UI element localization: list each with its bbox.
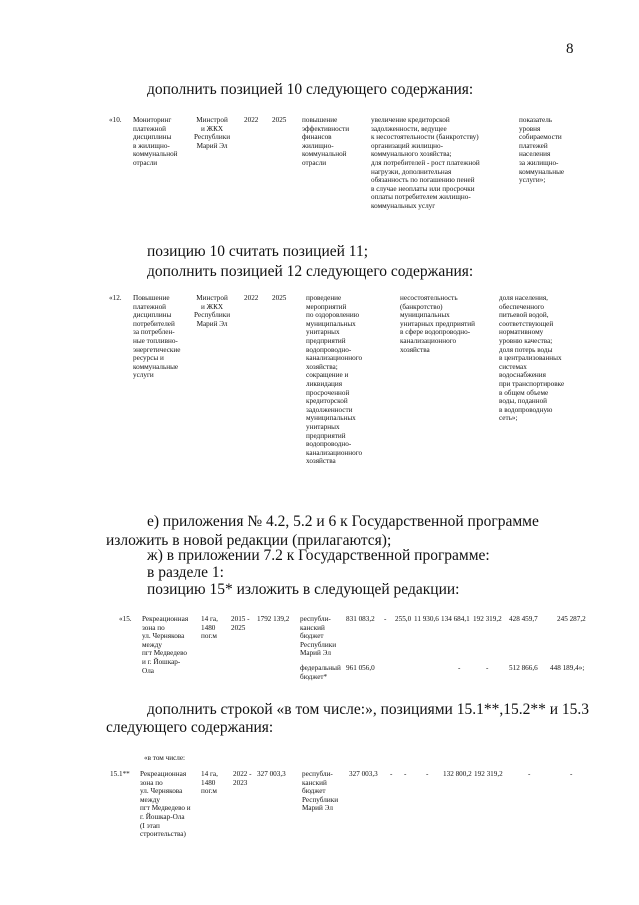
cell-line: нагрузки, дополнительная — [371, 167, 452, 176]
cell-line: канализационного — [400, 336, 457, 345]
cell-line: Повышение — [133, 294, 170, 302]
value: 245 287,2 — [557, 615, 586, 623]
cell-indicators — [499, 294, 564, 423]
text-renumber: позицию 10 считать позицией 11; — [147, 243, 369, 260]
cell-area — [201, 770, 218, 796]
value: 255,0 — [395, 615, 412, 623]
row-number: «15. — [119, 615, 132, 623]
cell-line: 1480 — [201, 623, 216, 632]
cell-line: задолженности, ведущее — [371, 124, 447, 133]
cell-start-year: 2022 — [244, 294, 259, 302]
cell-line: (банкротство) — [400, 302, 443, 311]
cell-line: зона по — [142, 623, 165, 632]
cell-line: системах — [499, 362, 527, 371]
cell-line: в случае неоплаты или просрочки — [371, 184, 475, 193]
cell-line: воды, поданной — [499, 397, 548, 406]
cell-line: обязанность по погашению пеней — [371, 176, 475, 185]
value: - — [528, 770, 531, 778]
value: - — [404, 770, 407, 778]
cell-line: предприятий — [306, 336, 346, 345]
value: 961 056,0 — [346, 664, 375, 672]
cell-line: уровню качества; — [499, 336, 553, 345]
cell-line: и г. Йошкар- — [142, 657, 181, 666]
cell-start-year: 2022 — [244, 116, 259, 124]
page-number: 8 — [566, 41, 574, 57]
value: 428 459,7 — [509, 615, 538, 623]
value: 831 083,2 — [346, 615, 375, 623]
cell-line: канализационного — [306, 448, 363, 457]
value: - — [426, 770, 429, 778]
cell-line: 1480 — [201, 778, 216, 787]
cell-line: собираемости — [519, 133, 562, 142]
cell-line: сеть»; — [499, 414, 518, 423]
cell-line: несостоятельность — [400, 294, 458, 302]
cell-line: отрасли — [302, 158, 327, 167]
value: 11 930,6 — [414, 615, 439, 623]
paragraph-e-line-2: изложить в новой редакции (прилагаются); — [106, 532, 392, 549]
cell-line: 2025 — [231, 623, 246, 632]
cell-line: при транспортировке — [499, 379, 565, 388]
cell-line: коммунальной — [133, 150, 178, 159]
cell-line: коммунальных услуг — [371, 201, 436, 210]
cell-name — [140, 770, 191, 839]
cell-line: хозяйства; — [306, 362, 338, 371]
cell-line: водопроводно- — [306, 440, 352, 449]
value: - — [486, 664, 489, 672]
cell-line: хозяйства — [306, 457, 336, 466]
cell-consequences — [371, 116, 480, 211]
cell-line: проведение — [306, 294, 342, 302]
cell-line: в централизованных — [499, 354, 562, 363]
cell-line: федеральный — [300, 664, 341, 672]
including-label: «в том числе: — [144, 754, 186, 762]
cell-name — [142, 615, 188, 675]
cell-line: отрасли — [133, 158, 158, 167]
heading-position-10: дополнить позицией 10 следующего содержания: — [147, 81, 474, 98]
cell-line: республи- — [300, 615, 331, 623]
paragraph-e-line-1: е) приложения № 4.2, 5.2 и 6 к Государственной программе — [147, 513, 539, 530]
value: 134 684,1 — [441, 615, 470, 623]
cell-line: в общем объеме — [499, 388, 549, 397]
paragraph-zh-line-3: позицию 15* изложить в следующей редакции: — [147, 581, 460, 598]
cell-line: г. Йошкар-Ола — [140, 812, 185, 821]
value: 192 319,2 — [473, 615, 502, 623]
cell-line: уровня — [519, 124, 541, 133]
cell-line: доля населения, — [499, 294, 548, 302]
cell-line: Республики — [194, 133, 231, 142]
cell-line: к несостоятельности (банкротству) — [371, 133, 479, 142]
cell-line: пгт Медведево — [142, 649, 188, 658]
cell-line: коммунальной — [302, 150, 347, 159]
cell-line: дисциплины — [133, 133, 172, 142]
cell-line: коммунальные — [519, 167, 565, 176]
cell-line: доля потерь воды — [499, 345, 553, 354]
cell-line: республи- — [302, 770, 333, 778]
cell-line: финансов — [302, 133, 332, 142]
cell-line: муниципальных — [400, 311, 450, 320]
paragraph-add-line-1: дополнить строкой «в том числе:», позициями 15.1**,15.2** и 15.3 — [147, 701, 590, 718]
value: - — [570, 770, 573, 778]
value: 132 800,2 — [443, 770, 472, 778]
cell-line: в сфере водопроводно- — [400, 328, 471, 337]
cell-line: для потребителей - рост платежной — [371, 158, 480, 167]
cell-line: Минстрой — [196, 294, 228, 302]
cell-line: соответствующей — [499, 319, 554, 328]
cell-result — [302, 116, 349, 168]
cell-line: бюджет — [300, 632, 324, 641]
cell-line: между — [140, 795, 160, 804]
cell-line: 2023 — [233, 778, 248, 787]
row-number: «10. — [109, 116, 122, 124]
paragraph-zh-line-2: в разделе 1: — [147, 564, 224, 581]
cell-indicators — [519, 116, 564, 185]
cell-line: организаций жилищно- — [371, 141, 443, 150]
cell-line: ликвидация — [306, 379, 343, 388]
cell-line: коммунального хозяйства; — [371, 150, 452, 159]
cell-name — [133, 116, 178, 168]
cell-result — [306, 294, 362, 466]
heading-position-12: дополнить позицией 12 следующего содержания: — [147, 263, 474, 280]
cell-line: Рекреационная — [140, 770, 187, 778]
paragraph-zh-line-1: ж) в приложении 7.2 к Государственной программе: — [147, 547, 490, 564]
cell-years — [231, 615, 250, 632]
cell-line: пог.м — [201, 787, 217, 796]
cell-line: ул. Чернякова — [140, 787, 183, 796]
cell-line: Республики — [194, 311, 231, 320]
cell-line: унитарных — [306, 328, 340, 337]
cell-line: муниципальных — [306, 319, 356, 328]
cell-line: канализационного — [306, 354, 363, 363]
cell-line: нормативному — [499, 328, 544, 337]
cell-line: и ЖКХ — [200, 302, 224, 311]
cell-line: Марий Эл — [196, 141, 228, 150]
cell-line: Минстрой — [196, 116, 228, 124]
cell-line: Марий Эл — [300, 649, 331, 658]
value: 327 003,3 — [349, 770, 378, 778]
cell-line: увеличение кредиторской — [371, 116, 450, 124]
paragraph-add-line-2: следующего содержания: — [106, 719, 274, 736]
cell-line: оплаты потребителем жилищно- — [371, 193, 471, 202]
cell-line: бюджет* — [300, 672, 328, 681]
cell-line: 2015 - — [231, 615, 250, 623]
cell-line: кредиторской — [306, 397, 348, 406]
cell-line: 14 га, — [201, 615, 218, 623]
cell-source-federal — [300, 664, 341, 681]
cell-line: канский — [300, 623, 325, 632]
cell-line: повышение — [302, 116, 338, 124]
cell-line: унитарных предприятий — [400, 319, 475, 328]
cell-line: пгт Медведево и — [140, 804, 191, 813]
cell-line: 14 га, — [201, 770, 218, 778]
cell-line: показатель — [519, 116, 553, 124]
cell-line: в водопроводную — [499, 405, 553, 414]
cell-line: обеспеченного — [499, 302, 545, 311]
cell-years — [233, 770, 252, 787]
cell-name — [133, 294, 180, 380]
row-number: «12. — [109, 294, 122, 302]
cell-line: потребителей — [133, 319, 175, 328]
cell-end-year: 2025 — [272, 294, 287, 302]
cell-line: жилищно- — [302, 141, 334, 150]
cell-line: хозяйства — [400, 345, 430, 354]
cell-line: и ЖКХ — [200, 124, 224, 133]
value: 448 189,4»; — [550, 664, 585, 672]
cell-line: ул. Чернякова — [142, 632, 185, 641]
value: - — [390, 770, 393, 778]
cell-executor — [194, 294, 230, 328]
cell-line: мероприятий — [306, 302, 347, 311]
cell-line: услуги»; — [519, 176, 546, 185]
cell-line: (I этап — [140, 821, 160, 830]
cell-area — [201, 615, 218, 641]
cell-end-year: 2025 — [272, 116, 287, 124]
row-number: 15.1** — [110, 770, 130, 778]
cell-line: ные топливно- — [133, 336, 178, 345]
cell-line: пог.м — [201, 632, 217, 641]
cell-line: за жилищно- — [519, 158, 559, 167]
cell-line: платежной — [133, 302, 167, 311]
value: - — [384, 615, 387, 623]
value: - — [458, 664, 461, 672]
cell-total: 1792 139,2 — [257, 615, 290, 623]
cell-line: Республики — [302, 795, 339, 804]
cell-line: строительства) — [140, 830, 186, 839]
cell-line: за потреблен- — [133, 328, 175, 337]
cell-line: муниципальных — [306, 414, 356, 423]
cell-line: Республики — [300, 640, 337, 649]
cell-line: услуги — [133, 371, 154, 380]
cell-line: зона по — [140, 778, 163, 787]
cell-line: унитарных — [306, 422, 340, 431]
cell-line: задолженности — [306, 405, 353, 414]
value: 512 866,6 — [509, 664, 538, 672]
cell-line: коммунальные — [133, 362, 179, 371]
cell-line: населения — [519, 150, 551, 159]
cell-line: Мониторинг — [133, 116, 172, 124]
cell-line: платежей — [519, 141, 548, 150]
cell-line: между — [142, 640, 162, 649]
cell-line: платежной — [133, 124, 167, 133]
cell-line: бюджет — [302, 787, 326, 796]
cell-line: ресурсы и — [133, 354, 164, 363]
cell-line: по оздоровлению — [306, 311, 360, 320]
cell-line: в жилищно- — [133, 141, 170, 150]
cell-total: 327 003,3 — [257, 770, 286, 778]
cell-line: 2022 - — [233, 770, 252, 778]
cell-line: водоснабжения — [499, 371, 546, 380]
cell-consequences — [400, 294, 475, 354]
cell-line: водопроводно- — [306, 345, 352, 354]
cell-line: сокращение и — [306, 371, 349, 380]
value: 192 319,2 — [474, 770, 503, 778]
cell-line: эффективности — [302, 124, 350, 133]
cell-line: просроченной — [306, 388, 350, 397]
cell-line: Рекреационная — [142, 615, 189, 623]
cell-line: Марий Эл — [196, 319, 228, 328]
cell-line: энергетические — [133, 345, 181, 354]
cell-line: питьевой водой, — [499, 311, 549, 320]
cell-source-regional — [300, 615, 336, 658]
cell-line: Ола — [142, 666, 154, 675]
cell-line: Марий Эл — [302, 804, 333, 813]
cell-executor — [194, 116, 230, 150]
cell-source-regional — [302, 770, 338, 813]
cell-line: канский — [302, 778, 327, 787]
cell-line: дисциплины — [133, 311, 172, 320]
cell-line: предприятий — [306, 431, 346, 440]
